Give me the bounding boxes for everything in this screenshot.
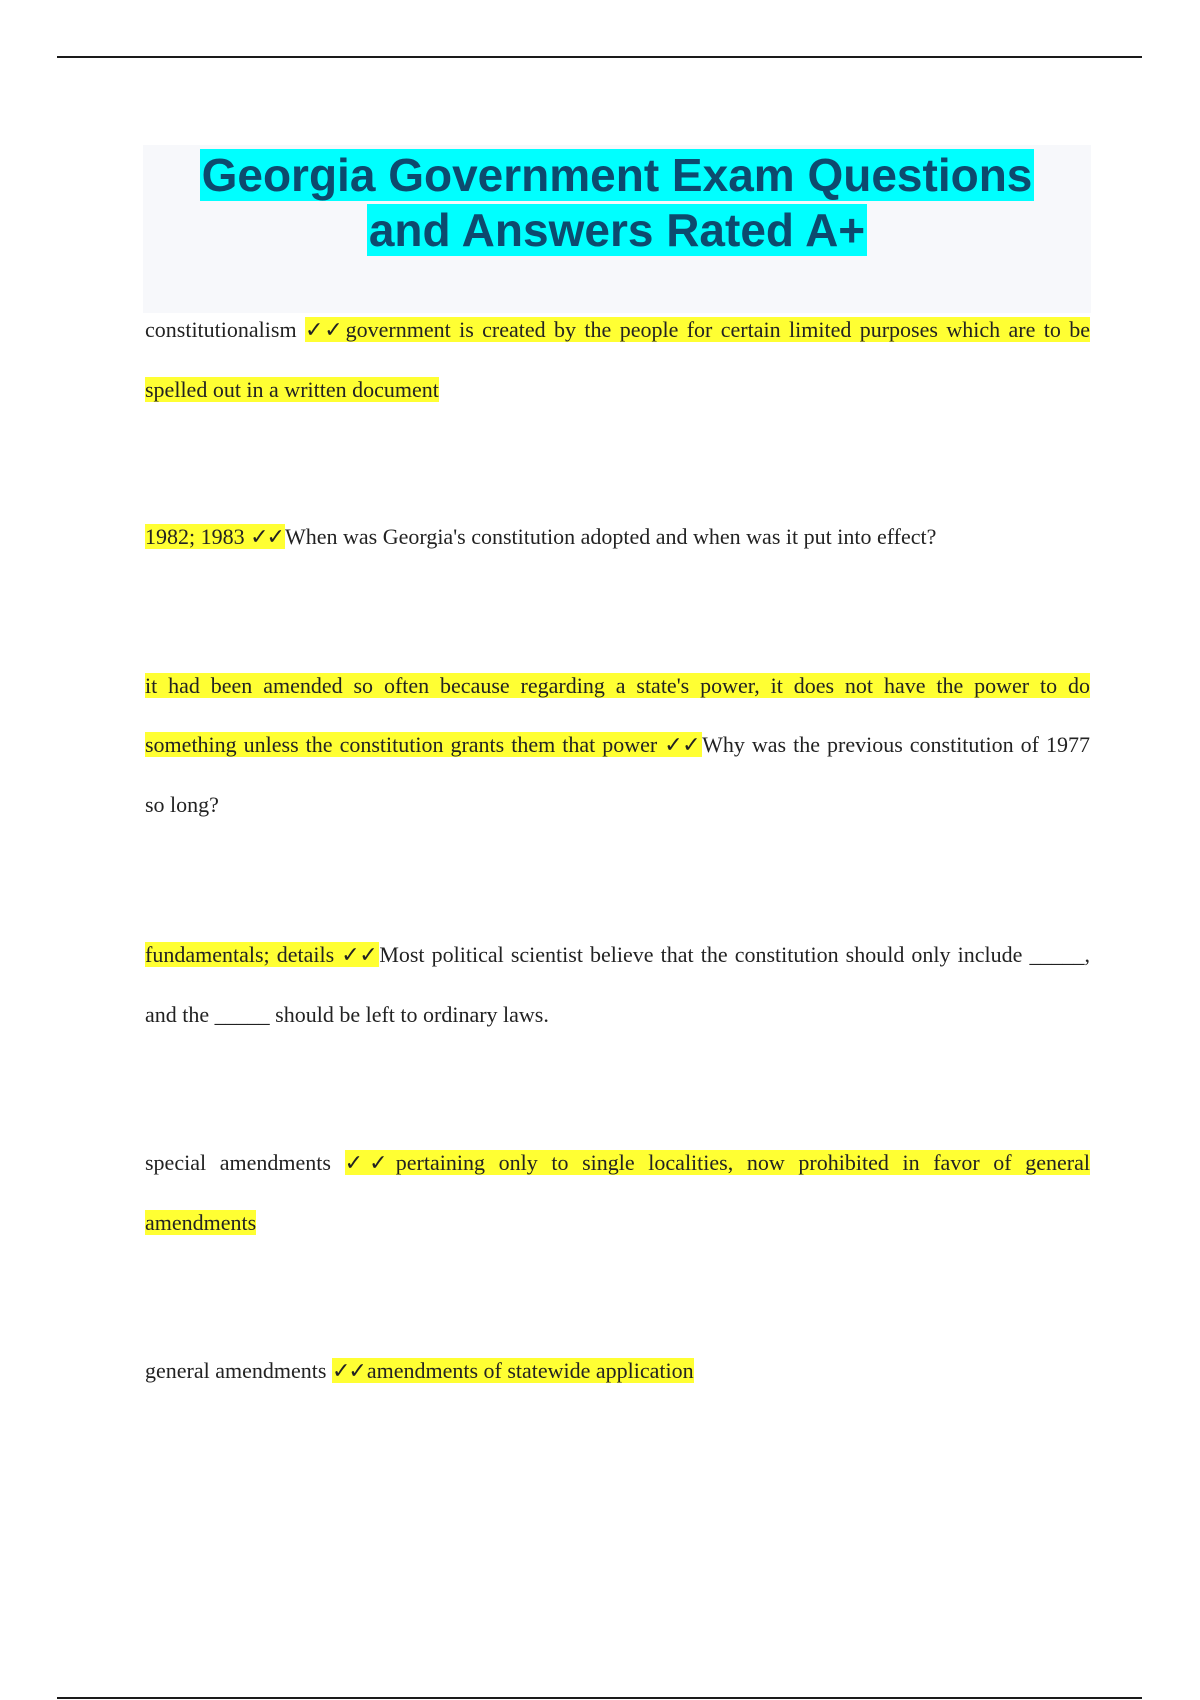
entry-definition: government is created by the people for certain limited purposes which are to be spelled out in a written document bbox=[145, 317, 1090, 402]
double-check-icon: ✓✓ bbox=[304, 318, 344, 343]
entry-term: general amendments bbox=[145, 1358, 332, 1383]
page-title bbox=[143, 145, 1091, 258]
qa-entry-1 bbox=[145, 300, 1090, 419]
entry-answer: it had been amended so often because regarding a state's power, it does not have the power to do something unless the constitution grants them that power bbox=[145, 673, 1090, 757]
qa-entry-4 bbox=[145, 925, 1090, 1044]
bottom-rule bbox=[57, 1697, 1142, 1699]
double-check-icon: ✓✓ bbox=[344, 1151, 394, 1176]
qa-entry-5 bbox=[145, 1133, 1090, 1252]
entry-answer: 1982; 1983 bbox=[145, 524, 251, 549]
double-check-icon: ✓✓ bbox=[664, 733, 701, 758]
title-line-2: and Answers Rated A+ bbox=[368, 204, 866, 256]
entry-question: When was Georgia's constitution adopted and when was it put into effect? bbox=[285, 524, 937, 549]
title-line-1: Georgia Government Exam Questions bbox=[201, 149, 1033, 201]
entry-term: special amendments bbox=[145, 1150, 345, 1175]
double-check-icon: ✓✓ bbox=[331, 1359, 365, 1384]
entry-question: Why was the previous constitution of 1977 so long? bbox=[145, 732, 1090, 817]
entry-definition: amendments of statewide application bbox=[366, 1358, 694, 1383]
title-box bbox=[143, 145, 1091, 313]
entry-answer: fundamentals; details bbox=[145, 942, 342, 967]
qa-entry-6 bbox=[145, 1341, 1090, 1401]
entry-term: constitutionalism bbox=[145, 317, 305, 342]
entry-highlight bbox=[332, 1358, 694, 1383]
entry-question: Most political scientist believe that the constitution should only include _____, and the _____ should be left to ordinary laws. bbox=[145, 942, 1090, 1027]
top-rule bbox=[57, 56, 1142, 58]
double-check-icon: ✓✓ bbox=[341, 943, 378, 968]
double-check-icon: ✓✓ bbox=[250, 525, 283, 550]
entry-highlight bbox=[145, 524, 285, 549]
entry-highlight bbox=[145, 942, 379, 967]
qa-entry-3 bbox=[145, 656, 1090, 834]
qa-entry-2 bbox=[145, 507, 1090, 567]
entry-definition: pertaining only to single localities, now prohibited in favor of general amendments bbox=[145, 1150, 1091, 1235]
